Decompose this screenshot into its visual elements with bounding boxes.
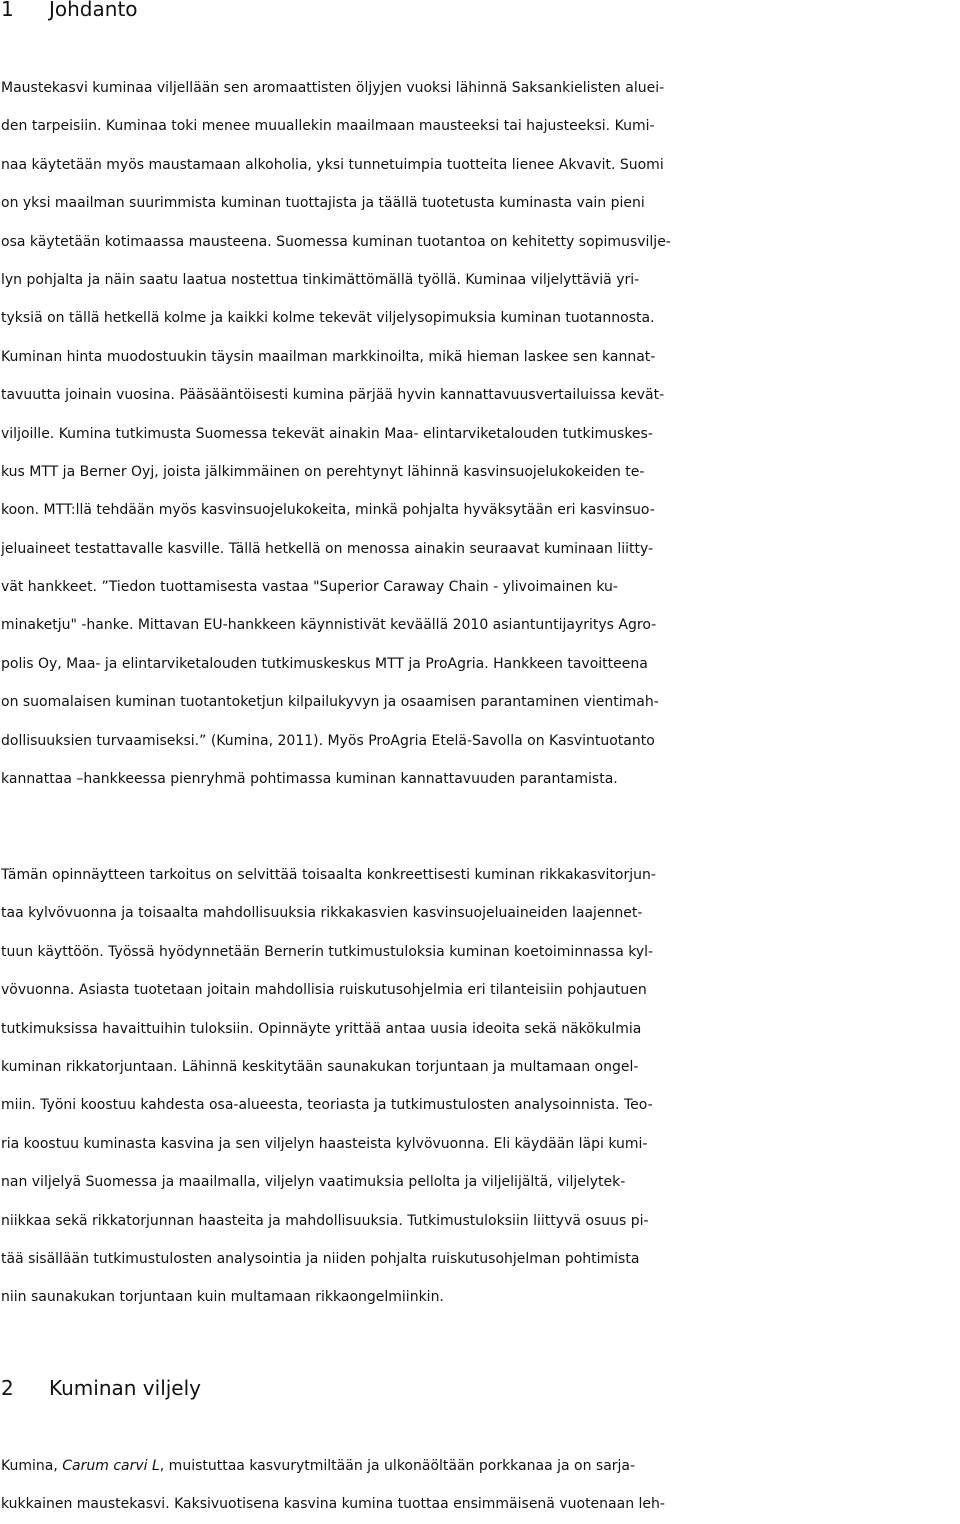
text-run: , muistuttaa kasvurytmiltään ja ulkonäöltään porkkanaa ja on sarja- — [159, 1458, 636, 1474]
text-line: on suomalaisen kuminan tuotantoketjun kilpailukyvyn ja osaamisen parantaminen vientimah- — [1, 694, 659, 711]
text-line: tutkimuksissa havaittuihin tuloksiin. Opinnäyte yrittää antaa uusia ideoita sekä näkökulmia — [1, 1020, 642, 1037]
text-line: lyn pohjalta ja näin saatu laatua nostettua tinkimättömällä työllä. Kuminaa viljelyttäviä yri- — [1, 271, 640, 288]
text-line: kus MTT ja Berner Oyj, joista jälkimmäinen on perehtynyt lähinnä kasvinsuojelukokeiden te- — [1, 463, 645, 480]
text-line: niin saunakukan torjuntaan kuin multamaan rikkaongelmiinkin. — [1, 1289, 444, 1306]
text-line: niikkaa sekä rikkatorjunnan haasteita ja mahdollisuuksia. Tutkimustuloksiin liittyvä osuus pi- — [1, 1212, 649, 1229]
text-line: miin. Työni koostuu kahdesta osa-alueesta, teoriasta ja tutkimustulosten analysoinnista. Teo- — [1, 1097, 653, 1114]
text-line: jeluaineet testattavalle kasville. Tällä hetkellä on menossa ainakin seuraavat kuminaan liitty- — [1, 540, 654, 557]
text-line: tää sisällään tutkimustulosten analysointia ja niiden pohjalta ruiskutusohjelman pohtimista — [1, 1250, 640, 1267]
section-heading-1 — [1, 0, 138, 21]
text-line: naa käytetään myös maustamaan alkoholia, yksi tunnetuimpia tuotteita lienee Akvavit. Suomi — [1, 156, 664, 173]
section-title: Kuminan viljely — [49, 1376, 202, 1400]
text-line: viljoille. Kumina tutkimusta Suomessa tekevät ainakin Maa- elintarviketalouden tutkimuskes- — [1, 425, 653, 442]
scientific-name: Carum carvi L — [62, 1458, 160, 1474]
text-line: tavuutta joinain vuosina. Pääsääntöisesti kumina pärjää hyvin kannattavuusvertailuissa kevät- — [1, 387, 665, 404]
section-title: Johdanto — [49, 0, 138, 21]
text-line: minaketju" -hanke. Mittavan EU-hankkeen käynnistivät keväällä 2010 asiantuntijayritys Agro- — [1, 617, 657, 634]
text-line: tuun käyttöön. Työssä hyödynnetään Bernerin tutkimustuloksia kuminan koetoiminnassa kyl- — [1, 943, 654, 960]
paragraph-3 — [1, 1447, 959, 1524]
text-line: kukkainen maustekasvi. Kaksivuotisena kasvina kumina tuottaa ensimmäisenä vuotenaan leh- — [1, 1496, 665, 1513]
text-run: Kumina, — [1, 1458, 63, 1474]
text-line: kannattaa –hankkeessa pienryhmä pohtimassa kuminan kannattavuuden parantamista. — [1, 771, 618, 788]
text-line: polis Oy, Maa- ja elintarviketalouden tutkimuskeskus MTT ja ProAgria. Hankkeen tavoitteena — [1, 655, 648, 672]
text-line: taa kylvövuonna ja toisaalta mahdollisuuksia rikkakasvien kasvinsuojeluaineiden laajennet- — [1, 905, 643, 922]
text-line: nan viljelyä Suomessa ja maailmalla, viljelyn vaatimuksia pellolta ja viljelijältä, viljelytek- — [1, 1174, 626, 1191]
text-line: Tämän opinnäytteen tarkoitus on selvittää toisaalta konkreettisesti kuminan rikkakasvitorjun- — [1, 867, 656, 883]
text-line: koon. MTT:llä tehdään myös kasvinsuojelukokeita, minkä pohjalta hyväksytään eri kasvinsuo- — [1, 502, 655, 519]
text-line: ria koostuu kuminasta kasvina ja sen viljelyn haasteista kylvövuonna. Eli käydään läpi kumi- — [1, 1135, 648, 1152]
section-number: 1 — [1, 0, 14, 21]
text-line: vät hankkeet. ”Tiedon tuottamisesta vastaa "Superior Caraway Chain - ylivoimainen ku- — [1, 579, 618, 596]
text-line: Kuminan hinta muodostuukin täysin maailman markkinoilta, mikä hieman laskee sen kannat- — [1, 348, 656, 365]
section-number: 2 — [1, 1376, 14, 1400]
text-line: on yksi maailman suurimmista kuminan tuottajista ja täällä tuotetusta kuminasta vain pieni — [1, 195, 645, 212]
text-line — [1, 1447, 959, 1485]
paragraph-2 — [1, 856, 959, 1317]
text-line: dollisuuksien turvaamiseksi.” (Kumina, 2011). Myös ProAgria Etelä-Savolla on Kasvintuotanto — [1, 732, 655, 749]
text-line: osa käytetään kotimaassa mausteena. Suomessa kuminan tuotantoa on kehitetty sopimusvilje- — [1, 233, 671, 250]
text-line: Maustekasvi kuminaa viljellään sen aromaattisten öljyjen vuoksi lähinnä Saksankielisten aluei- — [1, 80, 665, 96]
text-line: kuminan rikkatorjuntaan. Lähinnä keskitytään saunakukan torjuntaan ja multamaan ongel- — [1, 1058, 639, 1075]
section-heading-2 — [1, 1376, 201, 1400]
text-line: tyksiä on tällä hetkellä kolme ja kaikki kolme tekevät viljelysopimuksia kuminan tuotannosta. — [1, 310, 655, 327]
paragraph-1 — [1, 69, 959, 798]
text-line: vövuonna. Asiasta tuotetaan joitain mahdollisia ruiskutusohjelmia eri tilanteisiin pohjautuen — [1, 982, 647, 999]
text-line: den tarpeisiin. Kuminaa toki menee muuallekin maailmaan mausteeksi tai hajusteeksi. Kumi- — [1, 118, 655, 135]
